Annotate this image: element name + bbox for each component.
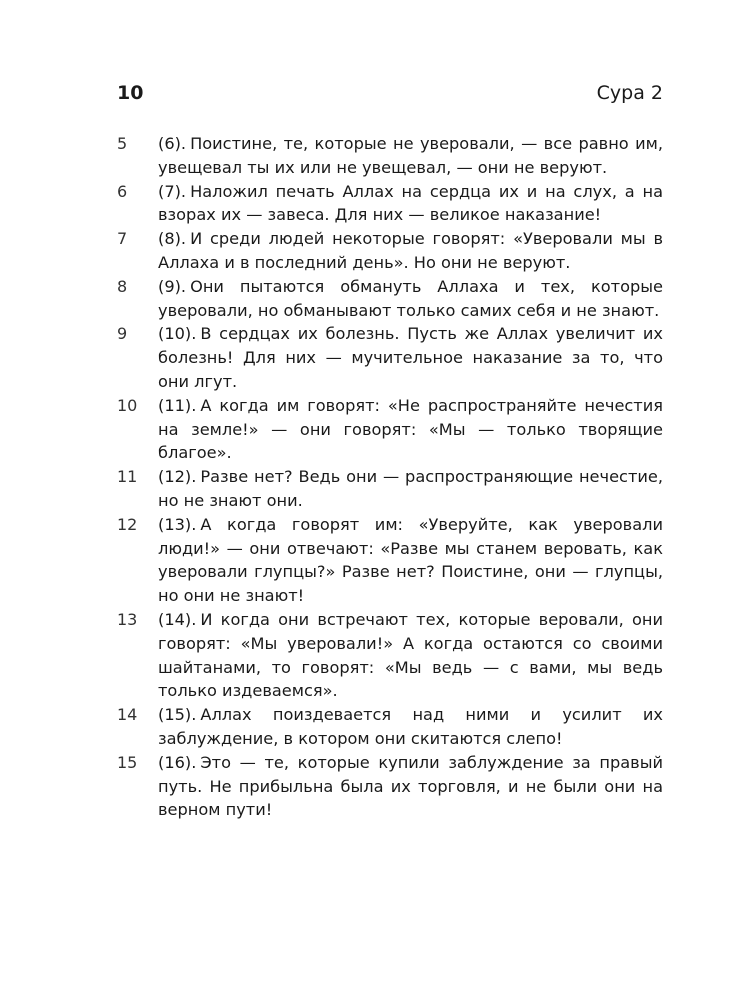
verse-number: 11	[117, 467, 138, 487]
verse-original-number: (10).	[158, 324, 197, 344]
verse-text: А когда говорят им: «Уверуйте, как уверовали люди!» — они отвечают: «Разве мы станем веровать, как уверовали глупцы?» Разве нет? Поистине, они — глупцы, но они не знают!	[158, 514, 663, 606]
verse-list	[117, 132, 663, 822]
verse-number: 8	[117, 276, 128, 296]
verse	[117, 180, 663, 228]
verse-number: 10	[117, 395, 138, 415]
verse-original-number: (6).	[158, 134, 187, 153]
verse-text: Аллах поиздевается над ними и усилит их заблуждение, в котором они скитаются слепо!	[158, 705, 663, 748]
verse-original-number: (12).	[158, 467, 197, 487]
verse-text: И когда они встречают тех, которые веровали, они говорят: «Мы уверовали!» А когда остаются со своими шайтанами, то говорят: «Мы ведь — с вами, мы ведь только издеваемся».	[158, 609, 663, 701]
verse-number: 9	[117, 324, 128, 344]
verse-text: Поистине, те, которые не уверовали, — все равно им, увещевал ты их или не увещевал, — они не веруют.	[158, 134, 663, 177]
verse	[117, 608, 663, 703]
verse-original-number: (14).	[158, 609, 197, 629]
verse-original-number: (16).	[158, 752, 197, 772]
page-header	[117, 82, 663, 110]
verse-text: Это — те, которые купили заблуждение за правый путь. Не прибыльна была их торговля, и не были они на верном пути!	[158, 752, 663, 820]
verse-original-number: (11).	[158, 395, 197, 415]
verse	[117, 322, 663, 393]
page-number: 10	[117, 82, 144, 104]
verse	[117, 275, 663, 323]
verse	[117, 751, 663, 822]
verse-number: 13	[117, 609, 138, 629]
verse-number: 7	[117, 229, 128, 249]
verse-original-number: (8).	[158, 229, 187, 249]
verse-original-number: (15).	[158, 705, 197, 725]
verse-original-number: (13).	[158, 514, 197, 534]
verse-text: Наложил печать Аллах на сердца их и на слух, а на взорах их — завеса. Для них — великое наказание!	[158, 181, 663, 225]
verse-original-number: (9).	[158, 276, 187, 296]
verse-number: 5	[117, 134, 128, 153]
verse	[117, 227, 663, 275]
verse-number: 14	[117, 705, 138, 725]
verse-text: Они пытаются обмануть Аллаха и тех, которые уверовали, но обманывают только самих себя и не знают.	[158, 276, 663, 320]
verse-original-number: (7).	[158, 181, 187, 201]
verse	[117, 465, 663, 513]
verse-text: А когда им говорят: «Не распространяйте нечестия на земле!» — они говорят: «Мы — только творящие благое».	[158, 395, 663, 463]
verse-text: И среди людей некоторые говорят: «Уверовали мы в Аллаха и в последний день». Но они не веруют.	[158, 229, 663, 272]
verse	[117, 132, 663, 180]
verse	[117, 513, 663, 608]
verse-text: Разве нет? Ведь они — распространяющие нечестие, но не знают они.	[158, 467, 663, 510]
verse-text: В сердцах их болезнь. Пусть же Аллах увеличит их болезнь! Для них — мучительное наказание за то, что они лгут.	[158, 324, 663, 391]
verse-number: 15	[117, 752, 138, 772]
verse-number: 6	[117, 181, 128, 201]
verse	[117, 703, 663, 751]
chapter-title: Сура 2	[596, 82, 663, 104]
verse-number: 12	[117, 514, 138, 534]
verse	[117, 394, 663, 465]
